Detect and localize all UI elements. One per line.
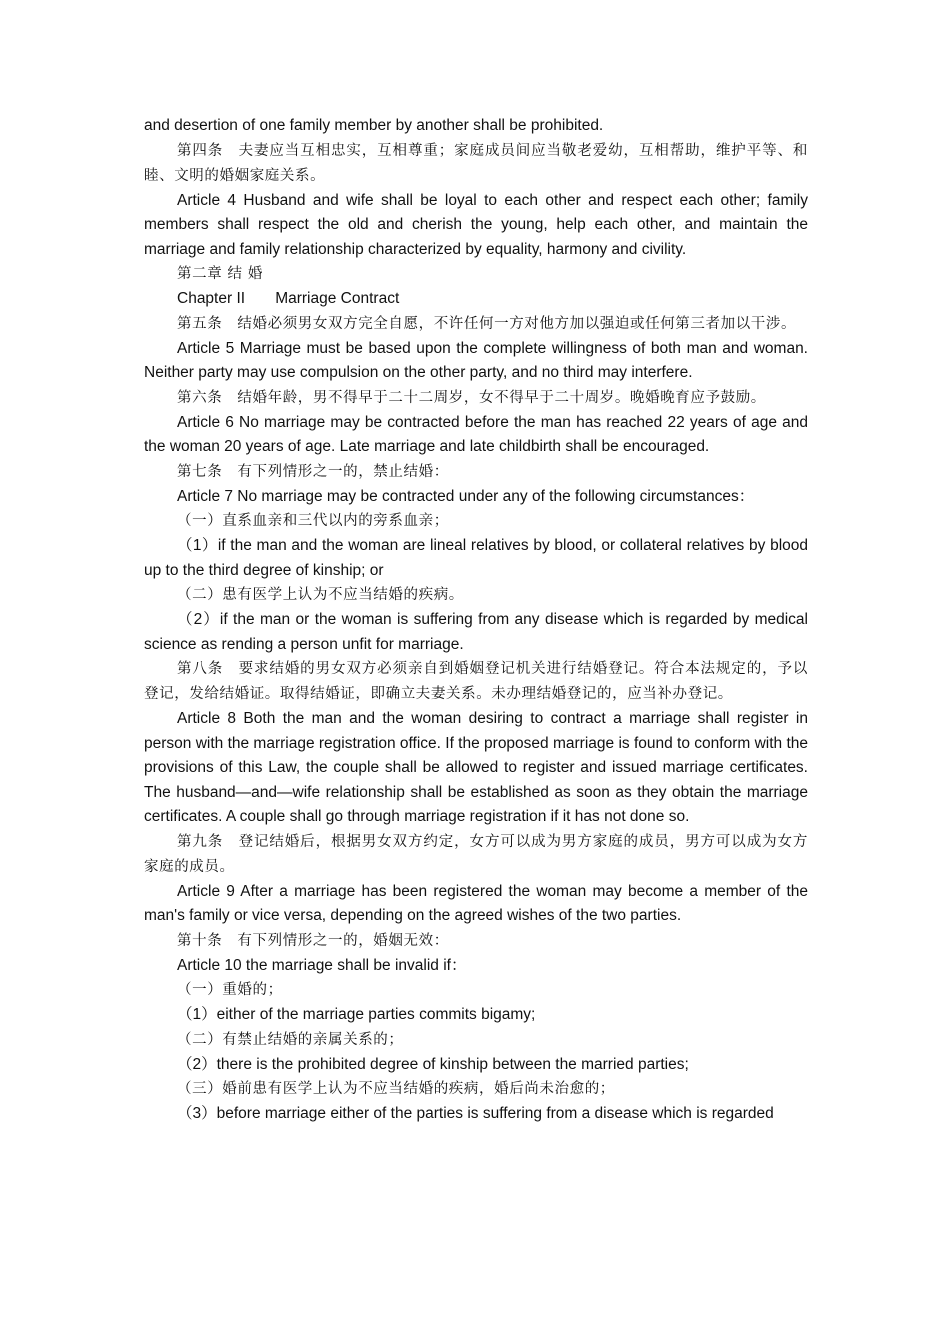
- chapter-heading-en: Chapter II Marriage Contract: [177, 290, 400, 307]
- paragraph-zh-article-4: 第四条 夫妻应当互相忠实，互相尊重；家庭成员间应当敬老爱幼，互相帮助，维护平等、和睦、文明的婚姻家庭关系。: [144, 142, 808, 184]
- paragraph-en-article-10: Article 10 the marriage shall be invalid if：: [177, 956, 467, 974]
- paragraph-en-article-8: Article 8 Both the man and the woman desiring to contract a marriage shall register in person with the marriage registration office. If the proposed marriage is found to conform with the provisions of this Law, the couple shall be allowed to register and issued marriage certificates. The husband—and—wife relationship shall be established as soon as they obtain the marriage certificates. A couple shall go through marriage registration if it has not done so.: [144, 710, 808, 825]
- list-item-zh-10-1: （一）重婚的；: [177, 982, 283, 998]
- paragraph-en-article-5: Article 5 Marriage must be based upon the complete willingness of both man and woman. Neither party may use compulsion on the other party, and no third may interfere.: [144, 339, 808, 381]
- list-item-zh-7-1: （一）直系血亲和三代以内的旁系血亲；: [177, 513, 449, 529]
- paragraph-zh-article-5: 第五条 结婚必须男女双方完全自愿，不许任何一方对他方加以强迫或任何第三者加以干涉。: [177, 315, 797, 332]
- chapter-heading-zh: 第二章 结 婚: [177, 266, 263, 282]
- list-item-en-10-2: （2）there is the prohibited degree of kinship between the married parties;: [177, 1055, 689, 1073]
- paragraph-zh-article-8: 第八条 要求结婚的男女双方必须亲自到婚姻登记机关进行结婚登记。符合本法规定的，予以登记，发给结婚证。取得结婚证，即确立夫妻关系。未办理结婚登记的，应当补办登记。: [144, 661, 808, 702]
- list-item-en-7-2: （2）if the man or the woman is suffering from any disease which is regarded by medical science as rending a person unfit for marriage.: [144, 611, 808, 653]
- document-page: [144, 114, 808, 1127]
- list-item-en-10-1: （1）either of the marriage parties commits bigamy;: [177, 1006, 536, 1023]
- paragraph-en-article-4: Article 4 Husband and wife shall be loyal to each other and respect each other; family members shall respect the old and cherish the young, help each other, and maintain the marriage and family relationship characterized by equality, harmony and civility.: [144, 191, 808, 258]
- paragraph-en-continuation: and desertion of one family member by another shall be prohibited.: [144, 117, 604, 134]
- paragraph-zh-article-9: 第九条 登记结婚后，根据男女双方约定，女方可以成为男方家庭的成员，男方可以成为女方家庭的成员。: [144, 833, 808, 875]
- list-item-zh-10-2: （二）有禁止结婚的亲属关系的；: [177, 1031, 404, 1048]
- paragraph-zh-article-6: 第六条 结婚年龄，男不得早于二十二周岁，女不得早于二十周岁。晚婚晚育应予鼓励。: [177, 389, 766, 406]
- paragraph-en-article-6: Article 6 No marriage may be contracted before the man has reached 22 years of age and the woman 20 years of age. Late marriage and late childbirth shall be encouraged.: [144, 413, 808, 455]
- paragraph-zh-article-7: 第七条 有下列情形之一的，禁止结婚：: [177, 463, 449, 480]
- list-item-en-10-3: （3）before marriage either of the parties is suffering from a disease which is regarded: [177, 1105, 774, 1122]
- list-item-zh-7-2: （二）患有医学上认为不应当结婚的疾病。: [177, 587, 464, 603]
- paragraph-zh-article-10: 第十条 有下列情形之一的，婚姻无效：: [177, 932, 449, 949]
- list-item-en-7-1: （1）if the man and the woman are lineal relatives by blood, or collateral relatives by blood up to the third degree of kinship; or: [144, 537, 808, 579]
- paragraph-en-article-7: Article 7 No marriage may be contracted under any of the following circumstances：: [177, 487, 755, 505]
- paragraph-en-article-9: Article 9 After a marriage has been registered the woman may become a member of the man's family or vice versa, depending on the agreed wishes of the two parties.: [144, 882, 808, 924]
- list-item-zh-10-3: （三）婚前患有医学上认为不应当结婚的疾病，婚后尚未治愈的；: [177, 1081, 615, 1097]
